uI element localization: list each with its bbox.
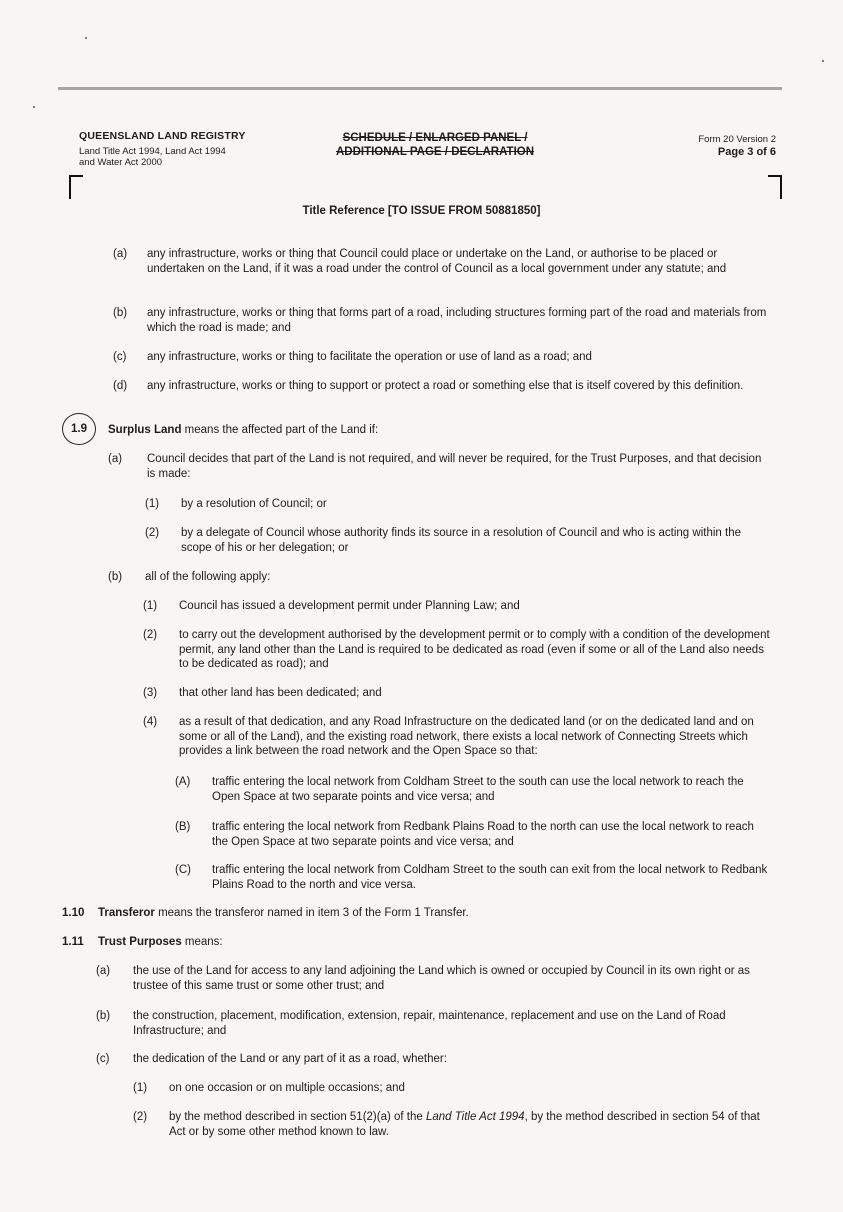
item-text: Council has issued a development permit under Planning Law; and	[179, 600, 520, 612]
item-label: (1)	[133, 1082, 148, 1094]
header-left	[79, 131, 246, 169]
item-text: all of the following apply:	[145, 571, 271, 583]
item-text: by a resolution of Council; or	[181, 498, 327, 510]
item-text-pre: by the method described in section 51(2)(a) of the	[169, 1111, 426, 1123]
scan-rule-line	[58, 87, 782, 90]
item-text: any infrastructure, works or thing that Council could place or undertake on the Land, or authorise to be placed or undertaken on the Land, if it was a road under the control of Council as a local government under any statute; and	[147, 248, 727, 275]
corner-bracket-right	[768, 175, 782, 199]
clause-number: 1.11	[62, 936, 84, 948]
item-label: (a)	[113, 248, 128, 260]
item-text: on one occasion or on multiple occasions; and	[169, 1082, 405, 1094]
item-label: (b)	[96, 1010, 111, 1022]
page-number: Page 3 of 6	[717, 146, 776, 158]
defined-term: Transferor	[98, 907, 155, 919]
item-text	[169, 1110, 769, 1139]
clause-number: 1.10	[62, 907, 85, 919]
item-text: any infrastructure, works or thing to support or protect a road or something else that is itself covered by this definition.	[147, 380, 744, 392]
clause-number: 1.9	[71, 423, 87, 435]
item-label: (B)	[175, 821, 191, 833]
item-text: any infrastructure, works or thing that forms part of a road, including structures forming part of the road and materials from which the road is made; and	[147, 307, 767, 334]
scan-speck	[822, 60, 824, 62]
registry-name: QUEENSLAND LAND REGISTRY	[79, 130, 246, 142]
item-label: (1)	[145, 498, 160, 510]
item-text-post: , by the method described in section 54 of that Act or by some other method known to law.	[169, 1111, 760, 1138]
clause-text: means the affected part of the Land if:	[181, 424, 379, 436]
clause-heading	[98, 935, 778, 950]
item-text: traffic entering the local network from Coldham Street to the south can exit from the local network to Redbank Plains Road to the north and vice versa.	[212, 864, 768, 891]
act-name: Land Title Act 1994	[425, 1111, 525, 1123]
title-reference: Title Reference [TO ISSUE FROM 50881850]	[302, 205, 541, 217]
item-text: the dedication of the Land or any part of it as a road, whether:	[133, 1053, 447, 1065]
item-label: (b)	[108, 571, 123, 583]
item-text: as a result of that dedication, and any Road Infrastructure on the dedicated land (or on the dedicated land and on some or all of the Land), and the existing road network, there exists a local network of Connecting Streets which provides a link between the road network and the Open Space so that:	[179, 716, 754, 757]
item-label: (4)	[143, 716, 158, 728]
item-text: the construction, placement, modification, extension, repair, maintenance, replacement and use on the Land of Road Infrastructure; and	[133, 1010, 726, 1037]
item-text: the use of the Land for access to any land adjoining the Land which is owned or occupied by Council in its own right or as trustee of this same trust or some other trust; and	[133, 965, 750, 992]
item-label: (2)	[145, 527, 160, 539]
clause-text: means the transferor named in item 3 of the Form 1 Transfer.	[154, 907, 469, 919]
clause-text: means:	[181, 936, 223, 948]
scan-speck	[85, 37, 87, 39]
item-text: by a delegate of Council whose authority finds its source in a resolution of Council and who is acting within the scope of his or her delegation; or	[181, 527, 741, 554]
item-label: (2)	[143, 629, 158, 641]
scan-speck	[33, 106, 35, 108]
form-title-line-2: ADDITIONAL PAGE / DECLARATION	[335, 146, 535, 158]
item-text: any infrastructure, works or thing to facilitate the operation or use of land as a road; and	[147, 351, 592, 363]
form-title	[290, 131, 580, 159]
item-text: that other land has been dedicated; and	[179, 687, 382, 699]
form-version: Form 20 Version 2	[698, 134, 776, 145]
corner-bracket-left	[69, 175, 83, 199]
acts-line-1: Land Title Act 1994, Land Act 1994	[79, 145, 226, 157]
item-label: (2)	[133, 1111, 148, 1123]
item-label: (d)	[113, 380, 128, 392]
item-text: Council decides that part of the Land is not required, and will never be required, for the Trust Purposes, and that decision is made:	[147, 453, 762, 480]
item-text: traffic entering the local network from Redbank Plains Road to the north can use the local network to reach the Open Space at two separate points and vice versa; and	[212, 821, 754, 848]
clause-heading	[108, 423, 758, 438]
clause-number-circled	[62, 413, 96, 445]
item-text: to carry out the development authorised by the development permit or to comply with a condition of the development permit, any land other than the Land is required to be dedicated as road (even if some or all of the Land also needs to be dedicated as road); and	[179, 629, 770, 670]
item-label: (a)	[108, 453, 123, 465]
item-label: (A)	[175, 776, 191, 788]
item-label: (a)	[96, 965, 111, 977]
item-label: (c)	[96, 1053, 110, 1065]
item-label: (c)	[113, 351, 127, 363]
item-label: (b)	[113, 307, 128, 319]
item-label: (C)	[175, 864, 191, 876]
form-title-line-1: SCHEDULE / ENLARGED PANEL /	[342, 132, 528, 144]
defined-term: Surplus Land	[108, 424, 182, 436]
header-right	[698, 133, 776, 159]
clause-heading	[98, 906, 778, 921]
item-label: (1)	[143, 600, 158, 612]
item-text: traffic entering the local network from Coldham Street to the south can use the local network to reach the Open Space at two separate points and vice versa; and	[212, 776, 744, 803]
defined-term: Trust Purposes	[98, 936, 182, 948]
item-label: (3)	[143, 687, 158, 699]
acts-line-2: and Water Act 2000	[79, 157, 163, 168]
